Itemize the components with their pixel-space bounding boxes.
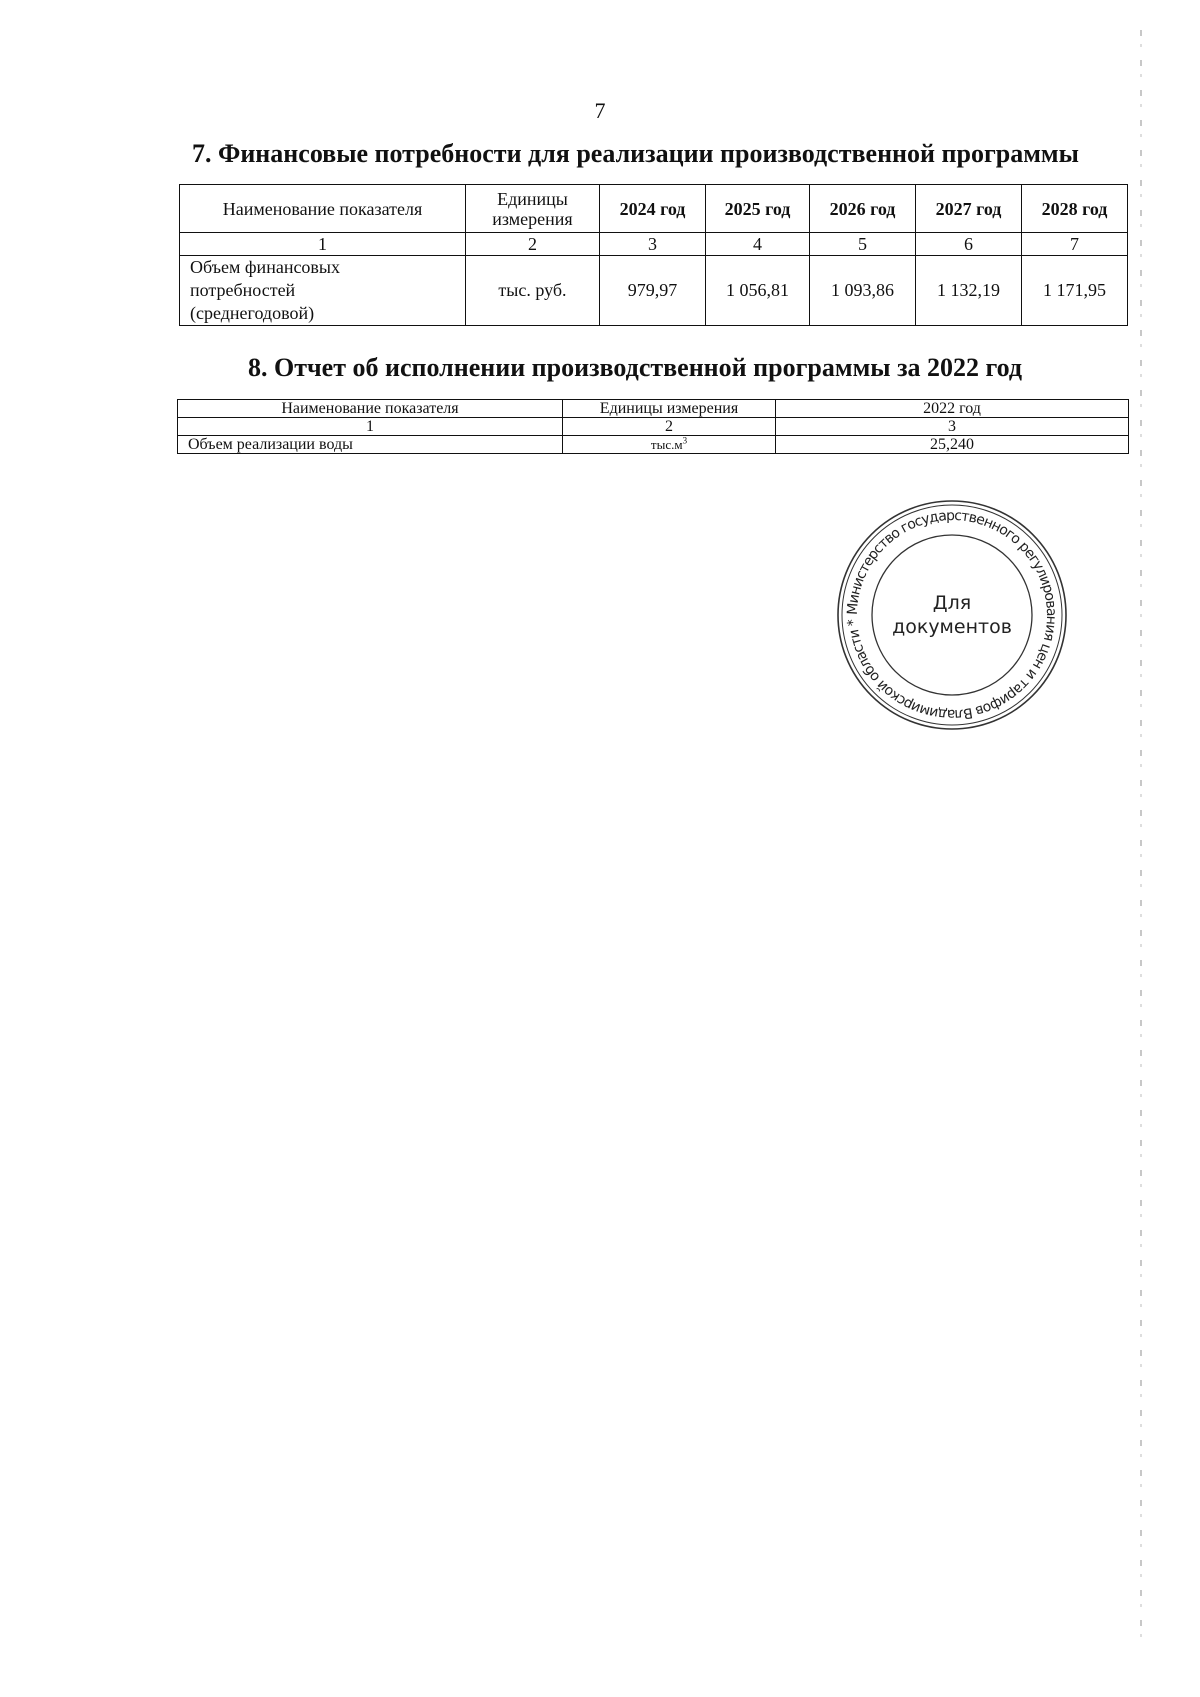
year-value: 1 171,95 xyxy=(1022,256,1128,326)
column-number: 4 xyxy=(706,233,810,256)
column-number: 3 xyxy=(776,418,1129,436)
table-row xyxy=(178,436,1129,454)
unit-superscript: 3 xyxy=(682,435,688,446)
stamp-inner-ring xyxy=(872,535,1032,695)
table-header-row xyxy=(180,185,1128,233)
section-7-title: 7. Финансовые потребности для реализации производственной программы xyxy=(192,139,1079,168)
stamp-outer-ring-inner xyxy=(842,505,1062,725)
indicator-name-line: Объем финансовых xyxy=(190,257,341,277)
header-year: 2025 год xyxy=(706,185,810,233)
header-indicator-name: Наименование показателя xyxy=(180,185,466,233)
header-unit-line: измерения xyxy=(492,208,573,229)
header-year: 2024 год xyxy=(600,185,706,233)
official-stamp xyxy=(834,497,1070,733)
column-number: 1 xyxy=(178,418,563,436)
table-header-row xyxy=(178,400,1129,418)
header-year: 2028 год xyxy=(1022,185,1128,233)
stamp-center-line: Для xyxy=(932,592,972,614)
indicator-unit xyxy=(563,436,776,454)
header-indicator-name: Наименование показателя xyxy=(178,400,563,418)
year-value: 1 093,86 xyxy=(810,256,916,326)
year-value: 1 056,81 xyxy=(706,256,810,326)
stamp-ring-text: Министерство государственного регулирования цен и тарифов Владимирской области * xyxy=(844,507,1060,723)
header-unit: Единицы измерения xyxy=(563,400,776,418)
indicator-name-line: (среднегодовой) xyxy=(190,303,315,323)
column-number: 7 xyxy=(1022,233,1128,256)
column-number: 2 xyxy=(466,233,600,256)
unit-text: тыс.м xyxy=(650,437,683,452)
scan-edge-artifact xyxy=(1140,30,1142,1650)
column-number: 2 xyxy=(563,418,776,436)
column-number: 5 xyxy=(810,233,916,256)
year-value: 1 132,19 xyxy=(916,256,1022,326)
year-value: 25,240 xyxy=(776,436,1129,454)
indicator-name xyxy=(180,256,466,326)
column-number-row xyxy=(180,233,1128,256)
indicator-name-line: потребностей xyxy=(190,280,296,300)
indicator-unit: тыс. руб. xyxy=(466,256,600,326)
column-number-row xyxy=(178,418,1129,436)
table-row xyxy=(180,256,1128,326)
indicator-name: Объем реализации воды xyxy=(178,436,563,454)
header-year: 2026 год xyxy=(810,185,916,233)
financial-needs-table xyxy=(179,184,1128,326)
page-number: 7 xyxy=(594,98,606,123)
header-unit xyxy=(466,185,600,233)
year-value: 979,97 xyxy=(600,256,706,326)
header-year: 2027 год xyxy=(916,185,1022,233)
section-8-title: 8. Отчет об исполнении производственной программы за 2022 год xyxy=(248,353,1023,382)
header-unit-line: Единицы xyxy=(497,188,568,209)
execution-report-table xyxy=(177,399,1129,454)
column-number: 1 xyxy=(180,233,466,256)
column-number: 3 xyxy=(600,233,706,256)
stamp-center-line: документов xyxy=(892,616,1012,638)
header-year: 2022 год xyxy=(776,400,1129,418)
column-number: 6 xyxy=(916,233,1022,256)
